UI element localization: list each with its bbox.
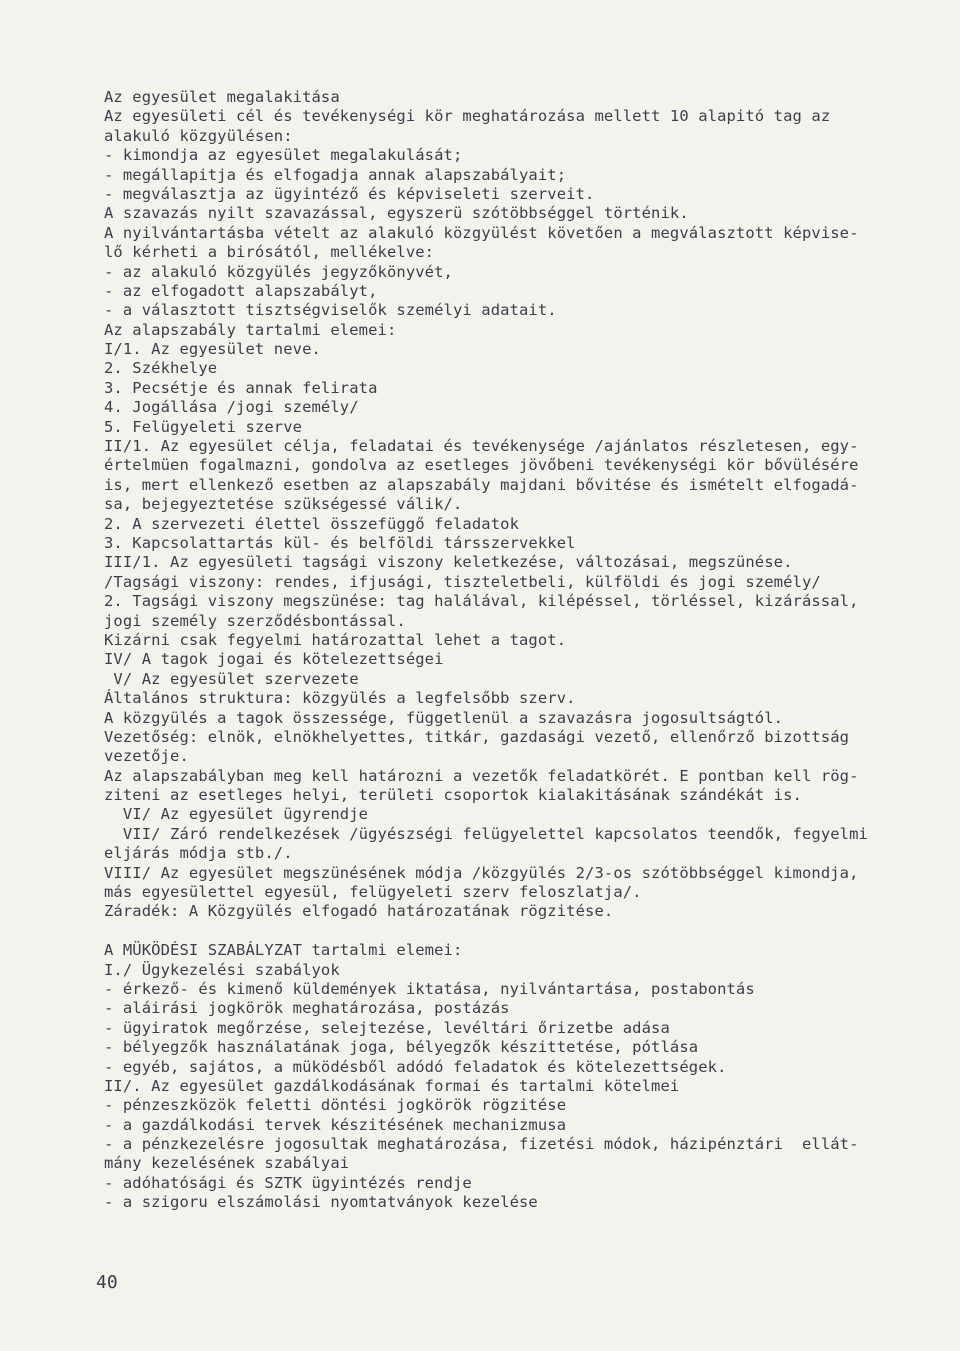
text-line: alakuló közgyülésen: bbox=[104, 126, 293, 145]
text-line: A nyilvántartásba vételt az alakuló közgyülést követően a megválasztott képvise- bbox=[104, 223, 859, 242]
text-line: - ügyiratok megőrzése, selejtezése, levéltári őrizetbe adása bbox=[104, 1018, 670, 1037]
text-line: VI/ Az egyesület ügyrendje bbox=[104, 805, 369, 824]
text-line: Az egyesület megalakitása bbox=[104, 88, 340, 106]
text-line: - egyéb, sajátos, a müködésből adódó feladatok és kötelezettségek. bbox=[104, 1057, 727, 1076]
text-line: Általános struktura: közgyülés a legfelsőbb szerv. bbox=[104, 689, 576, 708]
text-line: - a szigoru elszámolási nyomtatványok kezelése bbox=[104, 1193, 538, 1212]
text-line: V/ Az egyesület szervezete bbox=[104, 669, 359, 688]
text-line: - a választott tisztségviselők személyi adatait. bbox=[104, 301, 557, 320]
text-line: Záradék: A Közgyülés elfogadó határozatának rögzitése. bbox=[104, 902, 614, 921]
text-line: más egyesülettel egyesül, felügyeleti szerv feloszlatja/. bbox=[104, 883, 642, 902]
text-line: - pénzeszközök feletti döntési jogkörök rögzitése bbox=[104, 1096, 567, 1115]
text-line: 3. Pecsétje és annak felirata bbox=[104, 378, 378, 397]
operating-rules-section bbox=[104, 941, 904, 1212]
text-line: II/1. Az egyesület célja, feladatai és tevékenysége /ajánlatos részletesen, egy- bbox=[104, 437, 859, 456]
text-line: vezetője. bbox=[104, 747, 189, 766]
text-line: 2. Székhelye bbox=[104, 359, 218, 378]
text-line: Az alapszabály tartalmi elemei: bbox=[104, 320, 397, 339]
text-line: /Tagsági viszony: rendes, ifjusági, tiszteletbeli, külföldi és jogi személy/ bbox=[104, 572, 821, 591]
text-line: II/. Az egyesület gazdálkodásának formai és tartalmi kötelmei bbox=[104, 1076, 680, 1095]
text-line: - a pénzkezelésre jogosultak meghatározása, fizetési módok, házipénztári ellát- bbox=[104, 1135, 859, 1154]
text-line: eljárás módja stb./. bbox=[104, 844, 293, 863]
text-line: A szavazás nyilt szavazással, egyszerü szótöbbséggel történik. bbox=[104, 204, 689, 223]
text-line: VII/ Záró rendelkezések /ügyészségi felügyelettel kapcsolatos teendők, fegyelmi bbox=[104, 824, 868, 843]
text-line: - érkező- és kimenő küldemények iktatása, nyilvántartása, postabontás bbox=[104, 979, 755, 998]
text-line: IV/ A tagok jogai és kötelezettségei bbox=[104, 650, 444, 669]
text-line: - a gazdálkodási tervek készitésének mechanizmusa bbox=[104, 1115, 567, 1134]
text-line: I/1. Az egyesület neve. bbox=[104, 340, 321, 359]
document-body bbox=[104, 88, 904, 1213]
text-line: Az egyesületi cél és tevékenységi kör meghatározása mellett 10 alapitó tag az bbox=[104, 107, 831, 126]
text-line: értelmüen fogalmazni, gondolva az esetleges jövőbeni tevékenységi kör bővülésére bbox=[104, 456, 859, 475]
text-line: 3. Kapcsolattartás kül- és belföldi társszervekkel bbox=[104, 533, 576, 552]
text-line: 2. A szervezeti élettel összefüggő feladatok bbox=[104, 514, 519, 533]
text-line: Kizárni csak fegyelmi határozattal lehet a tagot. bbox=[104, 630, 567, 649]
text-line: Az alapszabályban meg kell határozni a vezetők feladatkörét. E pontban kell rög- bbox=[104, 766, 859, 785]
association-founding-section bbox=[104, 88, 904, 922]
text-line: - kimondja az egyesület megalakulását; bbox=[104, 146, 463, 165]
text-line: - adóhatósági és SZTK ügyintézés rendje bbox=[104, 1173, 472, 1192]
text-line: sa, bejegyeztetése szükségessé válik/. bbox=[104, 495, 463, 514]
text-line: - aláirási jogkörök meghatározása, postázás bbox=[104, 999, 510, 1018]
text-line: III/1. Az egyesületi tagsági viszony keletkezése, változásai, megszünése. bbox=[104, 553, 793, 572]
text-line: A közgyülés a tagok összessége, függetlenül a szavazásra jogosultságtól. bbox=[104, 708, 784, 727]
text-line: mány kezelésének szabályai bbox=[104, 1154, 350, 1173]
text-line: - az alakuló közgyülés jegyzőkönyvét, bbox=[104, 262, 453, 281]
text-line: lő kérheti a birósától, mellékelve: bbox=[104, 243, 435, 262]
text-line: I./ Ügykezelési szabályok bbox=[104, 960, 340, 979]
text-line: is, mert ellenkező esetben az alapszabály majdani bővitése és ismételt elfogadá- bbox=[104, 475, 859, 494]
text-line: 4. Jogállása /jogi személy/ bbox=[104, 398, 359, 417]
page-number: 40 bbox=[96, 1272, 118, 1293]
text-line: - az elfogadott alapszabályt, bbox=[104, 281, 378, 300]
text-line: 2. Tagsági viszony megszünése: tag halálával, kilépéssel, törléssel, kizárással, bbox=[104, 592, 859, 611]
text-line: Vezetőség: elnök, elnökhelyettes, titkár, gazdasági vezető, ellenőrző bizottság bbox=[104, 727, 850, 746]
text-line: - megválasztja az ügyintéző és képviseleti szerveit. bbox=[104, 184, 595, 203]
text-line: VIII/ Az egyesület megszünésének módja /közgyülés 2/3-os szótöbbséggel kimondja, bbox=[104, 863, 859, 882]
text-line: ziteni az esetleges helyi, területi csoportok kialakitásának szándékát is. bbox=[104, 786, 802, 805]
section-gap bbox=[104, 922, 904, 941]
text-line: jogi személy szerződésbontással. bbox=[104, 611, 406, 630]
text-line: - megállapitja és elfogadja annak alapszabályait; bbox=[104, 165, 567, 184]
text-line: - bélyegzők használatának joga, bélyegzők készittetése, pótlása bbox=[104, 1038, 699, 1057]
text-line: A MÜKÖDÉSI SZABÁLYZAT tartalmi elemei: bbox=[104, 941, 463, 960]
text-line: 5. Felügyeleti szerve bbox=[104, 417, 303, 436]
